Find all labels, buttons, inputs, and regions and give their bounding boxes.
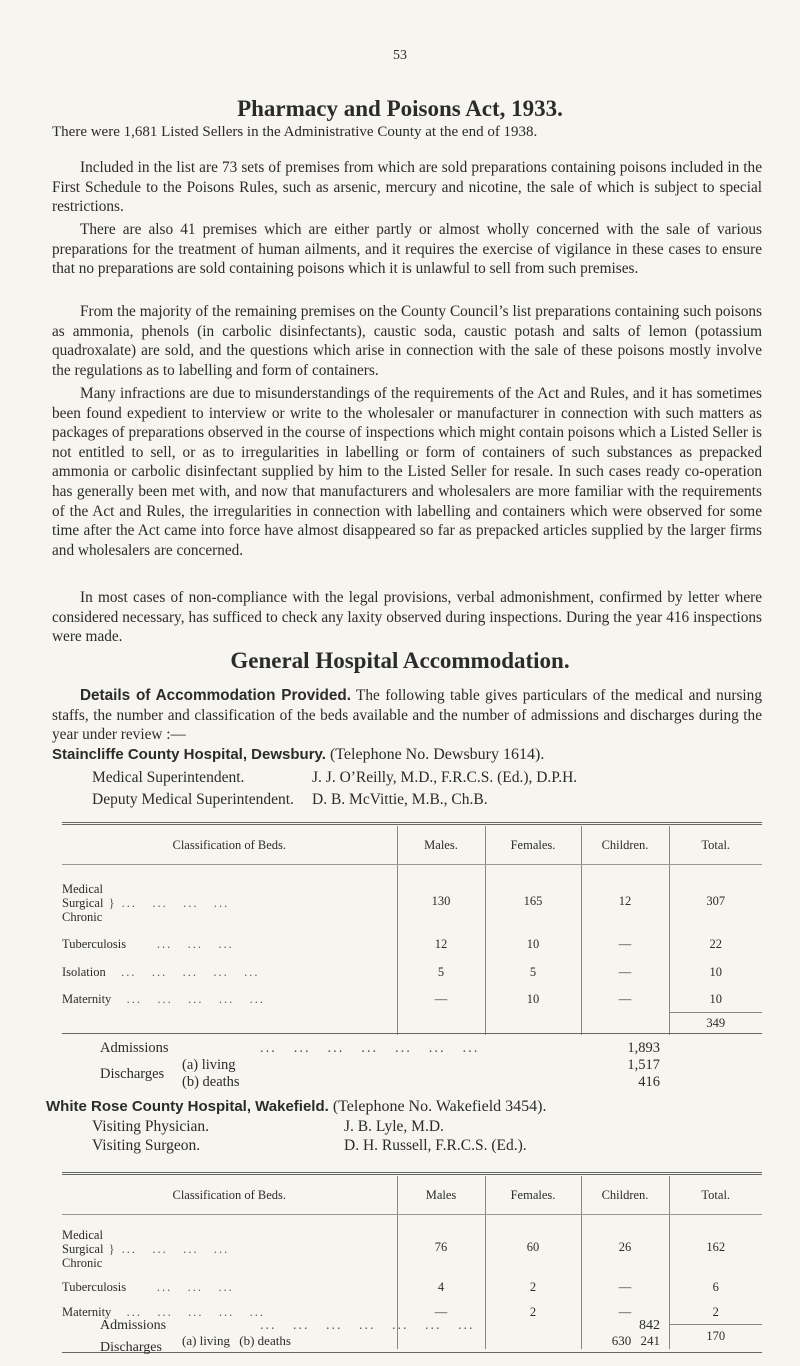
cell-females: 2 (485, 1301, 581, 1325)
table-header-row (62, 826, 762, 865)
cell-children: — (581, 1275, 669, 1301)
staff-name: J. B. Lyle, M.D. (344, 1118, 444, 1135)
staincliffe-admissions: Admissions ... ... ... ... ... ... ... 1,893 Discharges (a) living (b) deaths 1,517 416 (100, 1040, 660, 1090)
table-row (62, 987, 762, 1013)
cell-total: 10 (669, 987, 762, 1013)
table-bottom-rule (62, 1352, 762, 1353)
row-label: Tuberculosis ... ... ... (62, 1280, 234, 1294)
staincliffe-heading (52, 746, 772, 764)
staff-role: Medical Superintendent. (92, 769, 245, 786)
white-rose-telephone: (Telephone No. Wakefield 3454). (332, 1098, 547, 1115)
cell-total: 307 (669, 865, 762, 931)
cell-females: 60 (485, 1215, 581, 1275)
row-label: Maternity ... ... ... ... ... (62, 1305, 266, 1319)
column-header: Total. (669, 1176, 762, 1215)
cell-children: 26 (581, 1215, 669, 1275)
cell-males: 130 (397, 865, 485, 931)
column-header: Males. (397, 826, 485, 865)
staff-name: J. J. O’Reilly, M.D., F.R.C.S. (Ed.), D.P.H. (312, 769, 578, 786)
table-top-rule (62, 1172, 762, 1175)
column-header: Children. (581, 826, 669, 865)
living-value: 630 (611, 1333, 632, 1348)
table-row (62, 959, 762, 987)
column-header: Females. (485, 826, 581, 865)
white-rose-name: White Rose County Hospital, Wakefield. (46, 1098, 329, 1115)
table-top-rule (62, 822, 762, 825)
table-header-row (62, 1176, 762, 1215)
admissions-label: Admissions (100, 1318, 167, 1333)
grand-total: 170 (669, 1325, 762, 1349)
row-label: Medical Surgical } ... ... ... ... Chronic (62, 1227, 230, 1270)
column-header: Males (397, 1176, 485, 1215)
cell-children: — (581, 987, 669, 1013)
row-label: Tuberculosis ... ... ... (62, 937, 234, 951)
page-number: 53 (393, 48, 407, 63)
cell-males: 4 (397, 1275, 485, 1301)
table-row (62, 931, 762, 959)
hospital-heading: General Hospital Accommodation. (230, 648, 570, 673)
cell-total: 22 (669, 931, 762, 959)
column-header: Classification of Beds. (62, 1176, 397, 1215)
cell-children: 12 (581, 865, 669, 931)
cell-females: 165 (485, 865, 581, 931)
pharmacy-lead: There were 1,681 Listed Sellers in the Administrative County at the end of 1938. (52, 124, 538, 140)
deaths-value: 416 (638, 1074, 660, 1090)
staff-role: Visiting Surgeon. (92, 1137, 201, 1154)
row-label: Maternity ... ... ... ... ... (62, 992, 266, 1006)
column-header: Classification of Beds. (62, 826, 397, 865)
hospital-intro (52, 686, 762, 745)
pharmacy-heading: Pharmacy and Poisons Act, 1933. (237, 96, 563, 121)
table-row (62, 1215, 762, 1275)
cell-total: 10 (669, 959, 762, 987)
pharmacy-paragraph-2: There are also 41 premises which are either partly or almost wholly concerned with the sale of various preparations for the treatment of human ailments, and it requires the exercise of vigilance in these cases to ensure that no preparations are sold containing poisons which it is unlawful to sell from such premises. (52, 221, 762, 278)
cell-total: 162 (669, 1215, 762, 1275)
admissions-value: 842 (639, 1318, 660, 1333)
pharmacy-paragraph-1: Included in the list are 73 sets of premises from which are sold preparations containing poisons included in the First Schedule to the Poisons Rules, such as arsenic, mercury and nicotine, the sale of which is subject to special restrictions. (52, 159, 762, 216)
row-label: Isolation ... ... ... ... ... (62, 965, 260, 979)
cell-females: 5 (485, 959, 581, 987)
cell-total: 6 (669, 1275, 762, 1301)
discharges-label: Discharges (100, 1340, 162, 1355)
staincliffe-name: Staincliffe County Hospital, Dewsbury. (52, 746, 326, 763)
staincliffe-telephone: (Telephone No. Dewsbury 1614). (329, 746, 545, 763)
table-bottom-rule (62, 1033, 762, 1034)
pharmacy-paragraph-3: From the majority of the remaining premises on the County Council’s list preparations containing such poisons as ammonia, phenols (in carbolic disinfectants), caustic soda, caustic potash and salts of lemon (potassium quadroxalate) are sold, and the questions which arise in connection with the sale of these poisons mostly involve the regulations as to labelling and form of containers. (52, 303, 762, 379)
admissions-value: 1,893 (627, 1040, 660, 1056)
admissions-label: Admissions (100, 1040, 169, 1056)
table-row (62, 1275, 762, 1301)
cell-males: 12 (397, 931, 485, 959)
staff-role: Visiting Physician. (92, 1118, 210, 1135)
living-value: 1,517 (627, 1057, 660, 1073)
pharmacy-paragraph-4: Many infractions are due to misunderstandings of the requirements of the Act and Rules, and it has sometimes been found expedient to interview or write to the wholesaler or manufacturer in connection with such matters as packages of preparations observed in the course of inspections which might contain poisons which a Listed Seller is not entitled to sell, or as to irregularities in labelling or form of containers of such substances as prepacked ammonia or carbolic disinfectant supplied by him to the Listed Seller for resale. In such cases ready co-operation has generally been met with, and now that manufacturers and wholesalers are more familiar with the requirements of the Act and Rules, the irregularities in connection with labelling and containers which were observed for some time after the Act came into force have almost disappeared so far as prepacked articles supplied by the larger firms and wholesalers are concerned. (52, 385, 762, 559)
white-rose-heading (46, 1098, 766, 1116)
total-row (62, 1013, 762, 1035)
hospital-intro-text: The following table gives particulars of the medical and nursing staffs, the number and classification of the beds available and the number of admissions and discharges during the year under review :— (52, 687, 762, 744)
deaths-value: 241 (640, 1333, 660, 1348)
table-row (62, 865, 762, 931)
deaths-label: (b) deaths (239, 1333, 291, 1348)
cell-males: 5 (397, 959, 485, 987)
cell-children: — (581, 1301, 669, 1325)
staff-name: D. H. Russell, F.R.C.S. (Ed.). (344, 1137, 527, 1154)
cell-males: — (397, 987, 485, 1013)
living-label: (a) living (182, 1057, 236, 1073)
cell-females: 10 (485, 931, 581, 959)
cell-females: 10 (485, 987, 581, 1013)
column-header: Females. (485, 1176, 581, 1215)
column-header: Children. (581, 1176, 669, 1215)
cell-total: 2 (669, 1301, 762, 1325)
cell-females: 2 (485, 1275, 581, 1301)
staincliffe-bed-table (62, 826, 762, 1035)
pharmacy-paragraph-5: In most cases of non-compliance with the legal provisions, verbal admonishment, confirmed by letter where considered necessary, has sufficed to check any laxity observed during inspections. During the year 416 inspections were made. (52, 589, 762, 646)
staff-role: Deputy Medical Superintendent. (92, 791, 294, 808)
discharges-label: Discharges (100, 1066, 165, 1082)
grand-total: 349 (669, 1013, 762, 1035)
cell-children: — (581, 931, 669, 959)
cell-children: — (581, 959, 669, 987)
staff-name: D. B. McVittie, M.B., Ch.B. (312, 791, 488, 808)
row-label: Medical Surgical } ... ... ... ... Chronic (62, 881, 230, 924)
deaths-label: (b) deaths (182, 1074, 240, 1090)
hospital-intro-bold: Details of Accommodation Provided. (80, 687, 351, 704)
cell-males: 76 (397, 1215, 485, 1275)
column-header: Total. (669, 826, 762, 865)
living-label: (a) living (182, 1333, 231, 1348)
cell-males: — (397, 1301, 485, 1325)
